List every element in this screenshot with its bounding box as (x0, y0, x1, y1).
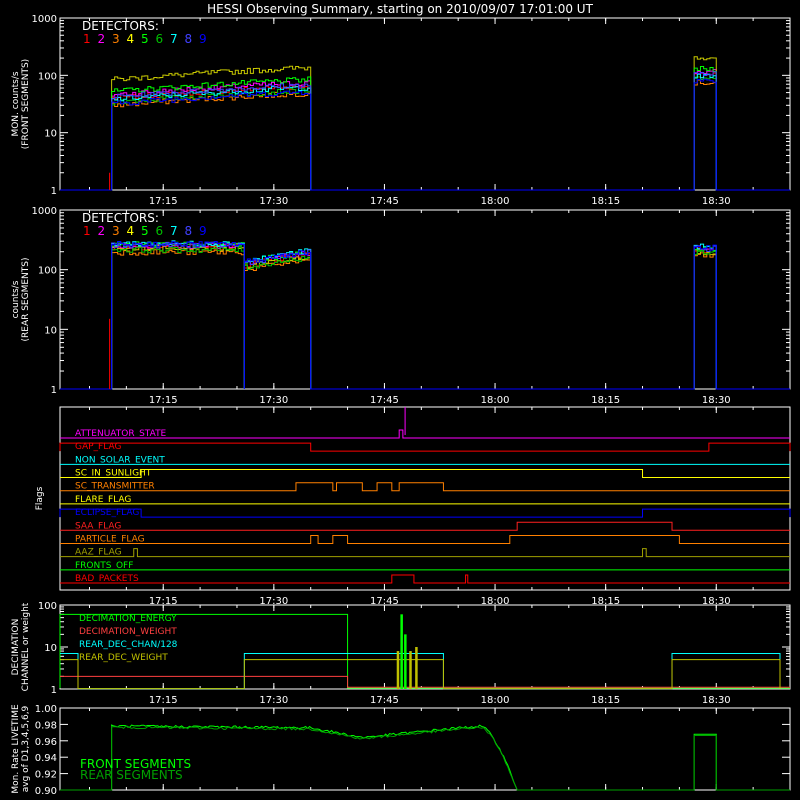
flags-x-tick-label: 18:30 (701, 596, 731, 607)
rear-dec-weight-line (60, 660, 780, 689)
front-legend-detector-8: 8 (184, 32, 193, 46)
flag-label-sc_in_sunlight: SC_IN_SUNLIGHT (75, 468, 152, 479)
livetime-y-tick-label: 1.00 (34, 704, 57, 715)
front-legend-detector-2: 2 (97, 32, 106, 46)
flag-label-eclipse_flag: ECLIPSE_FLAG (75, 508, 140, 519)
decimation-legend-1: DECIMATION_ENERGY (79, 614, 177, 624)
flag-label-fronts_off: FRONTS_OFF (75, 560, 134, 571)
decimation-x-tick-label: 18:00 (480, 695, 510, 706)
front-y-tick-label: 1 (50, 186, 57, 197)
decimation-x-tick-label: 17:30 (259, 695, 289, 706)
livetime-y-label: Mon. Rate LIVETIME (11, 704, 21, 794)
front-x-tick-label: 18:15 (591, 196, 621, 207)
rear-x-tick-label: 18:00 (480, 395, 510, 406)
flags-x-tick-label: 17:45 (370, 596, 399, 607)
rear-y-label: counts/s (11, 280, 21, 319)
flag-line-particle_flag (60, 535, 790, 543)
decimation-y-label-2: CHANNEL or weight (21, 602, 31, 692)
rear-legend-detector-7: 7 (170, 224, 178, 238)
livetime-y-tick-label: 0.96 (34, 736, 57, 748)
rear-legend-detector-5: 5 (141, 224, 149, 238)
flag-line-sc_transmitter (60, 483, 790, 491)
decimation-spike-1 (397, 651, 400, 689)
rear-series-det-3 (60, 250, 790, 389)
flag-line-saa_flag (60, 522, 790, 530)
rear-legend-detector-2: 2 (97, 224, 106, 238)
decimation-y-axis-title (11, 602, 31, 691)
decimation-x-tick-label: 18:30 (701, 695, 731, 706)
front-y-tick-label: 1000 (31, 14, 57, 25)
livetime-y-label-2: avg of D1,3,4,5,6,9 (21, 705, 31, 793)
flags-x-tick-label: 18:00 (480, 596, 510, 607)
front-legend-title: DETECTORS: (82, 19, 159, 33)
front-series-det-5 (60, 66, 790, 190)
front-legend-detector-6: 6 (155, 32, 164, 46)
livetime-y-tick-label: 0.90 (34, 786, 57, 797)
flag-line-gap_flag (60, 443, 790, 451)
flag-label-particle_flag: PARTICLE_FLAG (75, 534, 145, 545)
front-x-tick-label: 18:30 (701, 196, 731, 207)
livetime-y-tick-label: 0.98 (34, 720, 57, 732)
front-y-label: MON. counts/s (11, 71, 21, 137)
livetime-y-axis-title (11, 704, 31, 794)
flag-label-gap_flag: GAP_FLAG (75, 442, 122, 453)
front-x-tick-label: 18:00 (480, 196, 510, 207)
flag-line-sc_in_sunlight (60, 470, 790, 478)
decimation-energy-line (60, 614, 790, 688)
rear-legend-title: DETECTORS: (82, 211, 159, 225)
decimation-x-tick-label: 18:15 (591, 695, 621, 706)
rear-legend-detector-8: 8 (184, 224, 193, 238)
rear-y-tick-label: 1000 (31, 206, 57, 217)
rear-x-tick-label: 17:15 (148, 395, 178, 406)
decimation-spike-5 (415, 647, 418, 689)
rear-x-tick-label: 17:45 (370, 395, 399, 406)
front-legend-detector-5: 5 (141, 32, 149, 46)
flag-label-bad_packets: BAD_PACKETS (75, 574, 139, 584)
flags-x-tick-label: 17:30 (259, 596, 289, 607)
decimation-legend-2: DECIMATION_WEIGHT (79, 627, 177, 637)
decimation-spike-2 (400, 614, 403, 689)
rear-legend-detector-1: 1 (83, 224, 91, 238)
flag-line-bad_packets (60, 575, 790, 583)
flags-plot-frame (60, 407, 790, 590)
front-legend-detector-9: 9 (199, 32, 207, 46)
front-series-det-7 (60, 74, 790, 190)
chart-title: HESSI Observing Summary, starting on 2010/09/07 17:01:00 UT (207, 2, 593, 16)
livetime-y-tick-label: 0.94 (34, 753, 57, 765)
decimation-legend-3: REAR_DEC_CHAN/128 (79, 640, 178, 650)
livetime-legend-2: REAR SEGMENTS (80, 768, 183, 782)
decimation-y-tick-label: 10 (44, 643, 57, 654)
front-series-det-2 (60, 70, 790, 190)
rear-y-tick-label: 100 (37, 265, 57, 277)
flag-line-aaz_flag (60, 549, 790, 557)
rear-series-det-7 (60, 241, 790, 389)
flags-y-label: Flags (35, 486, 45, 511)
livetime-y-tick-label: 0.92 (34, 769, 57, 781)
rear-series-det-8 (60, 242, 790, 389)
flag-label-sc_transmitter: SC_TRANSMITTER (75, 481, 155, 492)
decimation-y-tick-label: 1 (50, 685, 57, 696)
flag-label-non_solar_event: NON_SOLAR_EVENT (75, 455, 165, 466)
decimation-weight-line (60, 676, 790, 687)
front-legend-detector-1: 1 (83, 32, 91, 46)
flag-line-eclipse_flag (60, 509, 790, 517)
front-x-tick-label: 17:45 (370, 196, 399, 207)
rear-series-det-5 (60, 242, 790, 389)
rear-series-det-2 (60, 243, 790, 389)
front-y-axis-title (11, 59, 31, 149)
decimation-y-tick-label: 100 (37, 601, 57, 612)
flags-x-tick-label: 18:15 (591, 596, 621, 607)
decimation-spike-3 (404, 634, 407, 689)
rear-series-det-9 (60, 242, 790, 389)
rear-y-label-2: (REAR SEGMENTS) (21, 257, 31, 342)
front-legend-detector-7: 7 (170, 32, 178, 46)
rear-legend-detector-4: 4 (126, 224, 135, 238)
flag-label-saa_flag: SAA_FLAG (75, 521, 122, 532)
front-y-tick-label: 100 (37, 71, 57, 83)
decimation-x-tick-label: 17:15 (148, 695, 178, 706)
decimation-x-tick-label: 17:45 (370, 695, 399, 706)
rear-y-axis-title (11, 257, 31, 341)
rear-legend-detector-9: 9 (199, 224, 207, 238)
flags-y-axis-title (35, 486, 45, 510)
livetime-legend-1: FRONT SEGMENTS (80, 757, 192, 771)
rear-legend-detector-6: 6 (155, 224, 164, 238)
decimation-y-label: DECIMATION (11, 618, 21, 676)
front-series-det-4 (60, 57, 790, 190)
front-x-tick-label: 17:15 (148, 196, 178, 207)
flag-label-flare_flag: FLARE_FLAG (75, 494, 132, 505)
flags-x-tick-label: 17:15 (148, 596, 178, 607)
panels (11, 14, 790, 797)
rear-x-tick-label: 17:30 (259, 395, 289, 406)
decimation-spike-4 (409, 651, 412, 689)
front-x-tick-label: 17:30 (259, 196, 289, 207)
flag-label-aaz_flag: AAZ_FLAG (75, 547, 122, 558)
rear-series-det-6 (60, 247, 790, 389)
front-y-tick-label: 10 (44, 128, 57, 140)
front-legend-detector-4: 4 (126, 32, 135, 46)
flag-line-attenuator_state (60, 430, 790, 438)
rear-x-tick-label: 18:30 (701, 395, 731, 406)
rear-legend-detector-3: 3 (112, 224, 120, 238)
rear-x-tick-label: 18:15 (591, 395, 621, 406)
rear-series-det-4 (60, 246, 790, 389)
front-y-label-2: (FRONT SEGMENTS) (21, 58, 31, 150)
front-series-det-1 (60, 73, 790, 190)
decimation-legend-4: REAR_DEC_WEIGHT (79, 653, 168, 663)
front-series-det-6 (60, 77, 790, 190)
front-legend-detector-3: 3 (112, 32, 120, 46)
flag-label-attenuator_state: ATTENUATOR_STATE (75, 429, 167, 439)
rear-y-tick-label: 1 (50, 385, 57, 396)
rear-y-tick-label: 10 (44, 325, 57, 337)
rear-series-det-1 (60, 245, 790, 389)
